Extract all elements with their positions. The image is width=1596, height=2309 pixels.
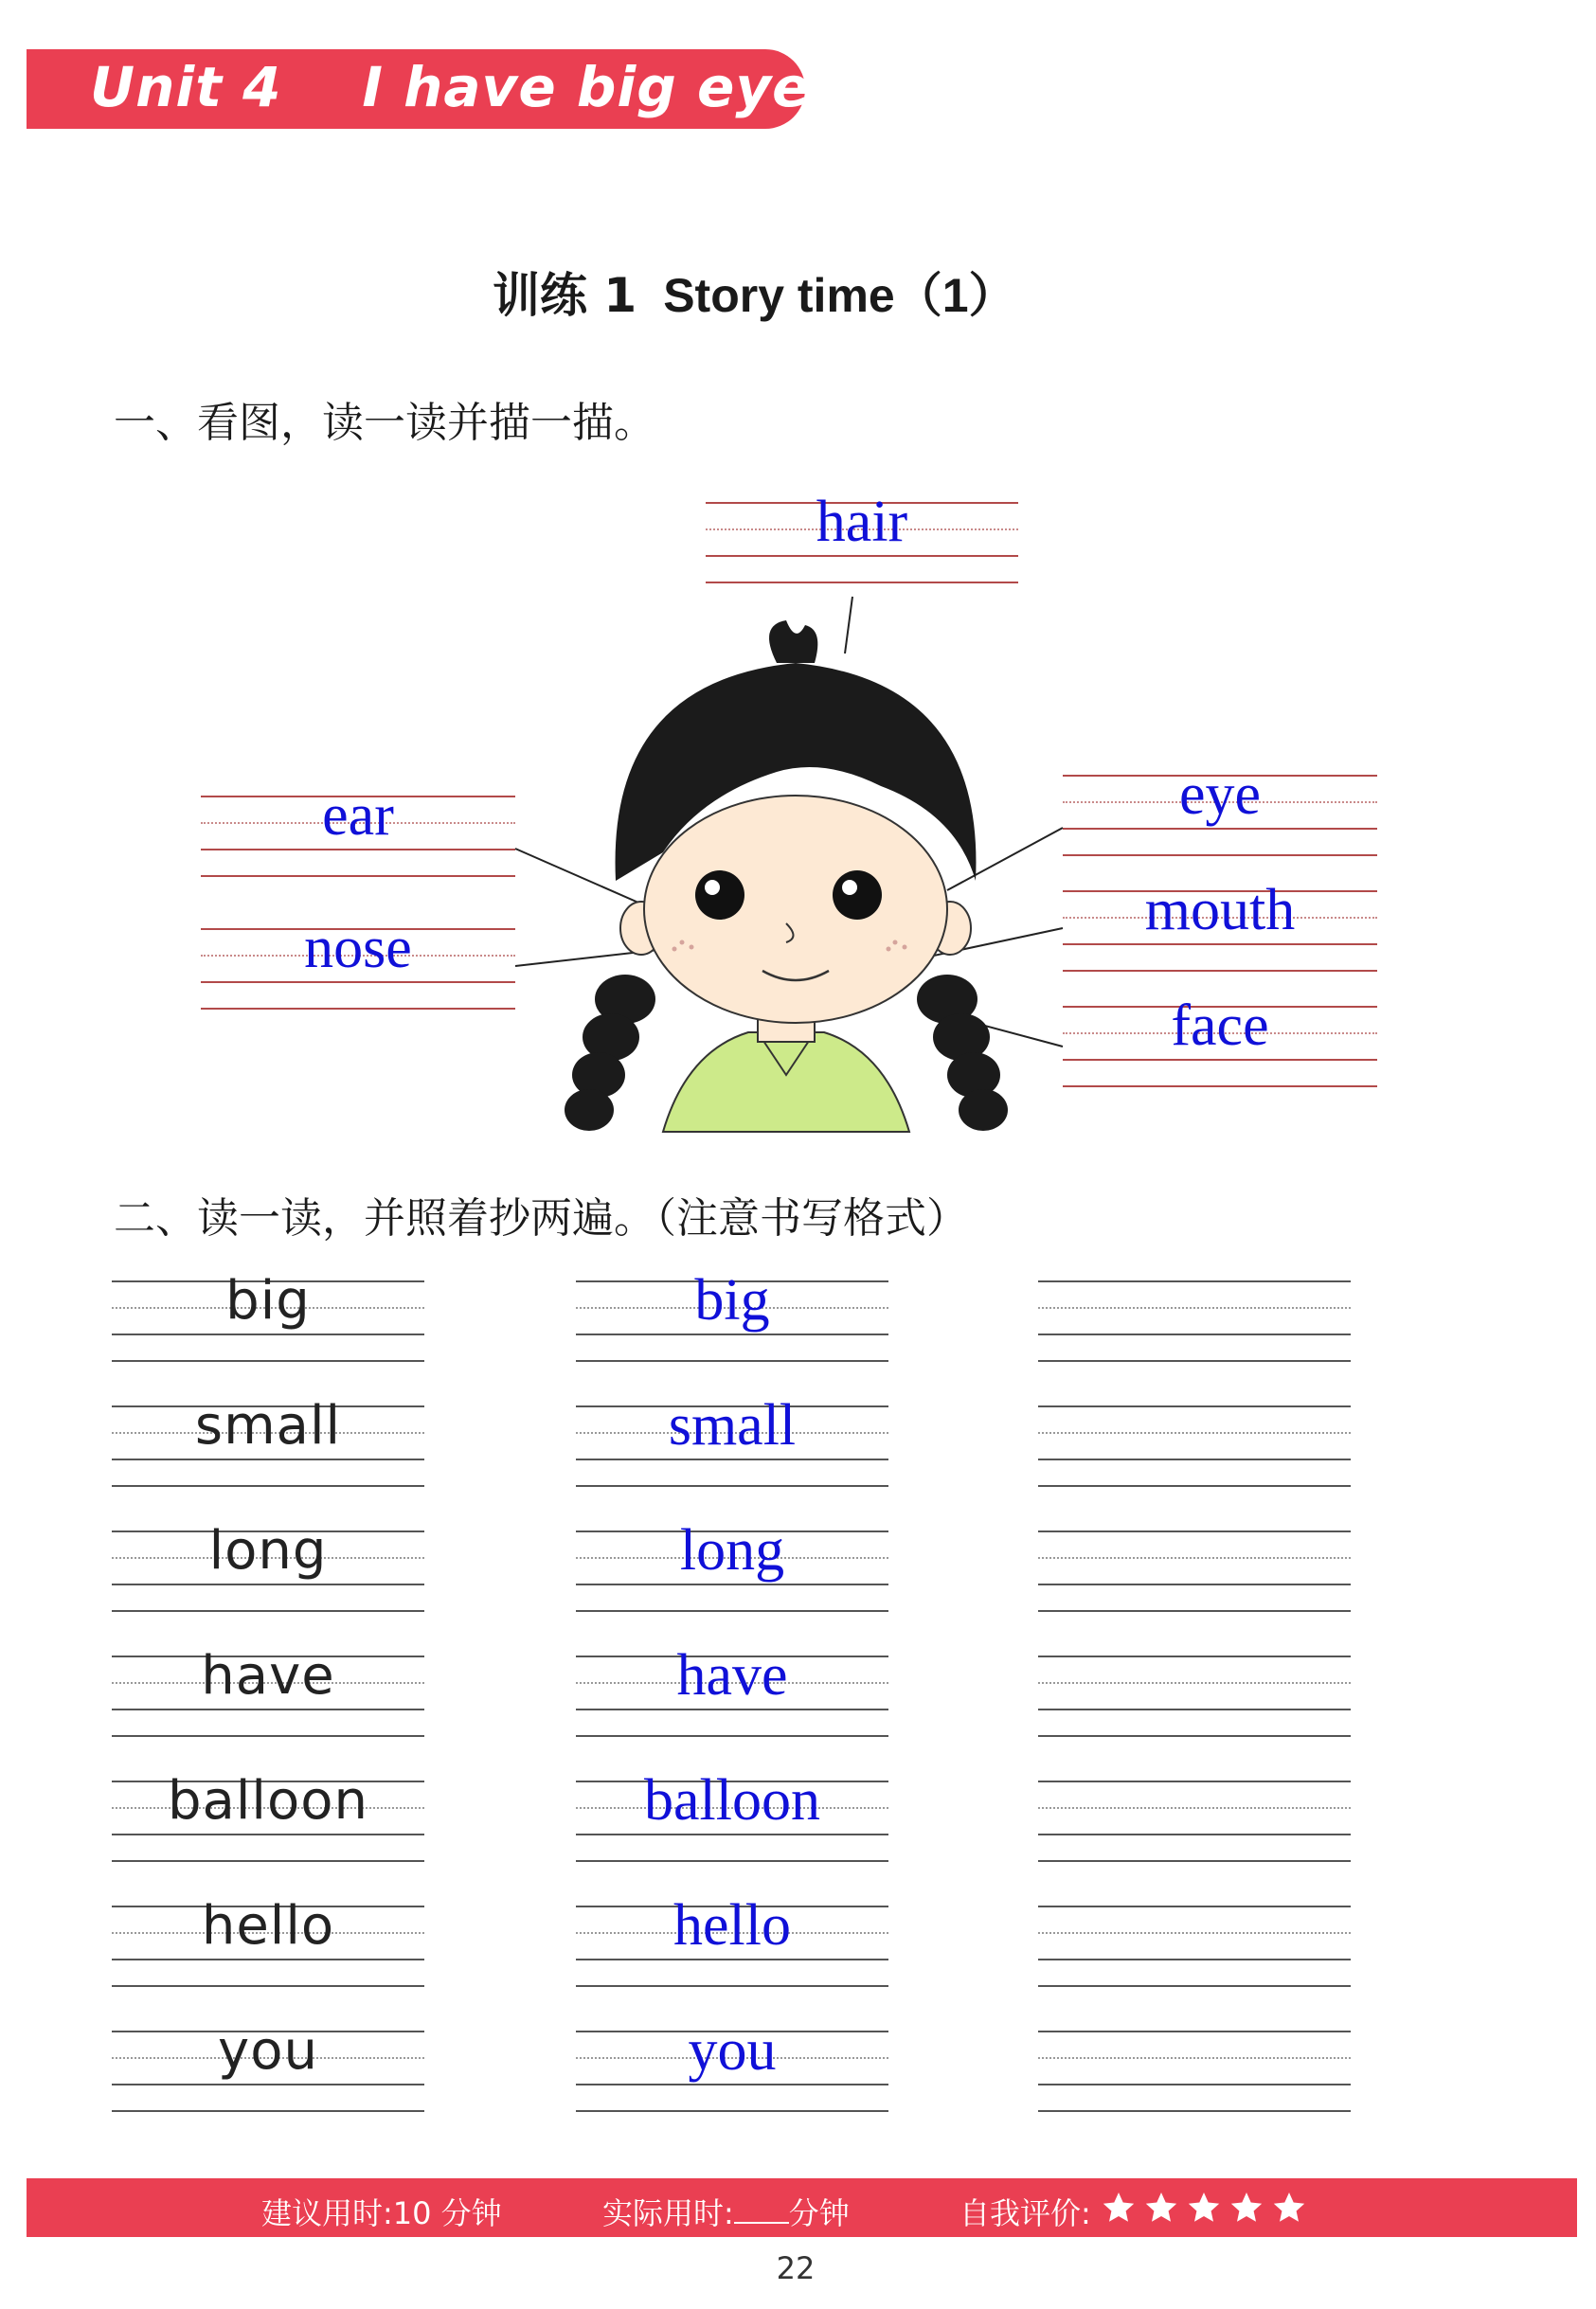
rating-stars [1102,2190,1310,2228]
copy-row-4-col-0 [112,1770,424,1860]
copy-row-3-col-0 [112,1645,424,1735]
copy-row-5-col-2[interactable] [1038,1906,1351,1985]
label-nose: nose [304,916,412,980]
label-face: face [1171,993,1269,1058]
actual-time: 实际用时: 分钟 [602,2195,850,2231]
label-mouth: mouth [1144,878,1296,942]
copy-row-5-col-1 [576,1893,888,1985]
section2-heading: 二、读一读，并照着抄两遍。（注意书写格式） [114,1194,968,1243]
copied-word: hello [673,1893,791,1958]
copy-row-6-col-2[interactable] [1038,2031,1351,2110]
copied-word: balloon [644,1768,820,1833]
self-evaluation-label: 自我评价: [959,2195,1091,2231]
lesson-title-en: Story time（1） [663,269,1016,322]
star-icon[interactable] [1189,2193,1219,2222]
model-word: hello [201,1895,335,1957]
copy-row-1-col-0 [112,1395,424,1485]
model-word: big [225,1270,311,1332]
copy-row-0-col-2[interactable] [1038,1280,1351,1360]
copy-row-0-col-0 [112,1270,424,1360]
model-word: balloon [168,1770,368,1832]
star-icon[interactable] [1146,2193,1176,2222]
copy-row-3-col-2[interactable] [1038,1656,1351,1735]
copied-word: small [668,1393,797,1458]
copied-word: big [694,1268,770,1333]
copy-row-2-col-1 [576,1518,888,1610]
section1-heading: 一、看图，读一读并描一描。 [114,399,655,447]
copied-word: long [679,1518,785,1583]
page-number: 22 [776,2250,816,2286]
copy-row-6-col-1 [576,2018,888,2110]
footer-bar [27,2178,1577,2237]
copy-row-2-col-0 [112,1520,424,1610]
star-icon[interactable] [1103,2193,1134,2222]
model-word: you [218,2020,318,2082]
copy-row-1-col-1 [576,1393,888,1485]
suggested-time: 建议用时:10 分钟 [261,2195,502,2231]
copied-word: have [676,1643,788,1708]
model-word: long [208,1520,328,1582]
copy-row-5-col-0 [112,1895,424,1985]
copy-row-4-col-2[interactable] [1038,1781,1351,1860]
model-word: have [201,1645,335,1707]
model-word: small [194,1395,342,1457]
copy-row-1-col-2[interactable] [1038,1405,1351,1485]
copy-row-6-col-0 [112,2020,424,2110]
lesson-title-cn: 训练 1 [493,268,637,323]
star-icon[interactable] [1274,2193,1304,2222]
label-eye: eye [1178,762,1262,827]
copied-word: you [688,2018,777,2083]
copy-row-4-col-1 [576,1768,888,1860]
star-icon[interactable] [1231,2193,1262,2222]
copy-row-0-col-1 [576,1268,888,1360]
unit-title: Unit 4 I have big eyes [90,55,844,119]
label-ear: ear [322,783,394,848]
copy-row-3-col-1 [576,1643,888,1735]
label-hair: hair [816,490,908,554]
copy-row-2-col-2[interactable] [1038,1530,1351,1610]
